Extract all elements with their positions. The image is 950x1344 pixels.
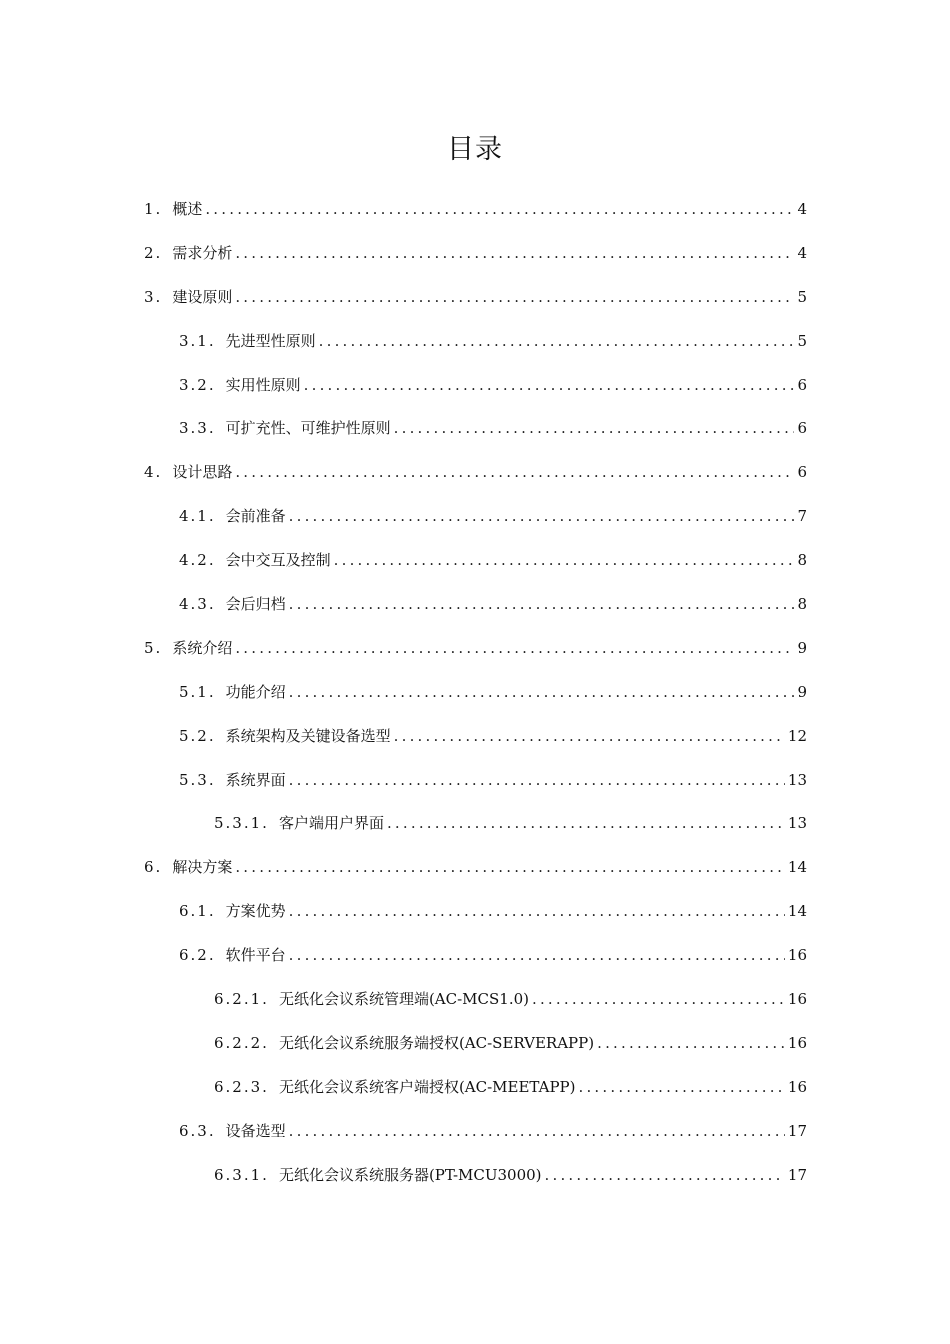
toc-entry-number: 2. xyxy=(144,243,163,262)
toc-entry[interactable] xyxy=(0,1109,950,1153)
toc-entry[interactable] xyxy=(0,977,950,1021)
toc-entry[interactable] xyxy=(0,1065,950,1109)
toc-entry-number: 1. xyxy=(144,199,163,218)
toc-entry-page: 9 xyxy=(797,682,807,701)
toc-entry-page: 16 xyxy=(787,1033,807,1052)
toc-entry-page: 13 xyxy=(787,770,807,789)
toc-entry-page: 17 xyxy=(787,1121,807,1140)
toc-entry-number: 3.1. xyxy=(179,331,216,350)
toc-entry-title: 客户端用户界面 xyxy=(278,814,384,833)
toc-entry-number: 3.3. xyxy=(179,419,216,438)
toc-entry-title: 系统介绍 xyxy=(172,638,233,657)
toc-dot-leader xyxy=(235,857,785,877)
toc-entry-number: 6.2.1. xyxy=(214,989,269,1008)
toc-entry-page: 6 xyxy=(797,375,807,394)
toc-entry[interactable] xyxy=(0,275,950,319)
toc-entry[interactable] xyxy=(0,187,950,231)
toc-entry[interactable] xyxy=(0,1021,950,1065)
toc-entry[interactable] xyxy=(0,714,950,758)
toc-entry[interactable] xyxy=(0,582,950,626)
toc-dot-leader xyxy=(289,770,785,790)
toc-entry-page: 5 xyxy=(797,287,807,306)
toc-entry[interactable] xyxy=(0,889,950,933)
toc-entry-title: 软件平台 xyxy=(225,946,286,965)
toc-dot-leader xyxy=(289,945,785,965)
toc-dot-leader xyxy=(578,1077,784,1097)
toc-entry-number: 3. xyxy=(144,287,163,306)
toc-entry-number: 6.2.3. xyxy=(214,1077,269,1096)
toc-entry-number: 5.2. xyxy=(179,726,216,745)
toc-title: 目录 xyxy=(447,134,503,165)
toc-dot-leader xyxy=(319,331,795,351)
toc-dot-leader xyxy=(289,594,795,614)
toc-entry[interactable] xyxy=(0,450,950,494)
toc-entry[interactable] xyxy=(0,1153,950,1197)
toc-entry-number: 4.1. xyxy=(179,507,216,526)
toc-entry-number: 6.2. xyxy=(179,946,216,965)
toc-dot-leader xyxy=(205,199,794,219)
toc-entry-page: 16 xyxy=(787,989,807,1008)
toc-entry-title: 先进型性原则 xyxy=(225,331,316,350)
toc-dot-leader xyxy=(289,506,795,526)
toc-entry-title: 需求分析 xyxy=(172,243,233,262)
toc-entry-number: 4.2. xyxy=(179,551,216,570)
toc-entry-number: 6.3.1. xyxy=(214,1165,269,1184)
toc-entry-number: 4. xyxy=(144,463,163,482)
toc-entry-page: 12 xyxy=(787,726,807,745)
toc-entry-number: 5.3.1. xyxy=(214,814,269,833)
toc-entry[interactable] xyxy=(0,363,950,407)
toc-entry[interactable] xyxy=(0,670,950,714)
toc-entry-title: 设计思路 xyxy=(172,463,233,482)
toc-entry-page: 8 xyxy=(797,551,807,570)
toc-dot-leader xyxy=(545,1165,785,1185)
toc-entry-page: 14 xyxy=(787,902,807,921)
toc-entry-page: 6 xyxy=(797,419,807,438)
toc-entry-number: 6.2.2. xyxy=(214,1033,269,1052)
toc-entry-number: 6.1. xyxy=(179,902,216,921)
toc-entry-page: 13 xyxy=(787,814,807,833)
toc-entry-page: 6 xyxy=(797,463,807,482)
toc-entry-title: 无纸化会议系统服务器(PT-MCU3000) xyxy=(278,1165,542,1184)
toc-entry-number: 3.2. xyxy=(179,375,216,394)
toc-entry-title: 功能介绍 xyxy=(225,682,286,701)
toc-entry-title: 建设原则 xyxy=(172,287,233,306)
toc-dot-leader xyxy=(235,287,794,307)
toc-dot-leader xyxy=(235,243,794,263)
toc-entry[interactable] xyxy=(0,538,950,582)
toc-entry[interactable] xyxy=(0,845,950,889)
toc-dot-leader xyxy=(289,901,785,921)
toc-entry-page: 8 xyxy=(797,594,807,613)
toc-entry[interactable] xyxy=(0,231,950,275)
toc-dot-leader xyxy=(304,375,795,395)
toc-entry-page: 14 xyxy=(787,858,807,877)
toc-dot-leader xyxy=(394,726,785,746)
toc-dot-leader xyxy=(289,1121,785,1141)
toc-dot-leader xyxy=(334,550,795,570)
toc-entry-page: 9 xyxy=(797,638,807,657)
toc-entry[interactable] xyxy=(0,319,950,363)
toc-dot-leader xyxy=(289,682,795,702)
toc-entry-title: 会中交互及控制 xyxy=(225,551,331,570)
toc-entry-number: 5. xyxy=(144,638,163,657)
toc-entry-number: 5.1. xyxy=(179,682,216,701)
toc-entry-number: 4.3. xyxy=(179,594,216,613)
toc-dot-leader xyxy=(235,638,794,658)
toc-entry-page: 4 xyxy=(797,199,807,218)
toc-entry-title: 无纸化会议系统客户端授权(AC-MEETAPP) xyxy=(278,1077,576,1096)
toc-entry-title: 概述 xyxy=(172,199,203,218)
toc-dot-leader xyxy=(597,1033,785,1053)
toc-entry-number: 6.3. xyxy=(179,1121,216,1140)
toc-entry-page: 16 xyxy=(787,946,807,965)
toc-entry-title: 实用性原则 xyxy=(225,375,301,394)
toc-entry[interactable] xyxy=(0,406,950,450)
toc-entry-title: 方案优势 xyxy=(225,902,286,921)
toc-entry[interactable] xyxy=(0,626,950,670)
toc-entry-title: 无纸化会议系统管理端(AC-MCS1.0) xyxy=(278,989,529,1008)
toc-entry-page: 7 xyxy=(797,507,807,526)
toc-dot-leader xyxy=(235,462,794,482)
toc-entry[interactable] xyxy=(0,801,950,845)
toc-entry-title: 设备选型 xyxy=(225,1121,286,1140)
toc-entry[interactable] xyxy=(0,758,950,802)
toc-entry-page: 16 xyxy=(787,1077,807,1096)
toc-dot-leader xyxy=(394,418,795,438)
toc-entry-number: 5.3. xyxy=(179,770,216,789)
toc-entry-number: 6. xyxy=(144,858,163,877)
toc-dot-leader xyxy=(532,989,785,1009)
toc-entry-title: 系统界面 xyxy=(225,770,286,789)
toc-entry-title: 可扩充性、可维护性原则 xyxy=(225,419,391,438)
toc-entry-title: 无纸化会议系统服务端授权(AC-SERVERAPP) xyxy=(278,1033,595,1052)
toc-entry-title: 解决方案 xyxy=(172,858,233,877)
toc-entry-title: 会前准备 xyxy=(225,507,286,526)
toc-list xyxy=(0,187,950,1196)
toc-entry-title: 系统架构及关键设备选型 xyxy=(225,726,391,745)
toc-entry-page: 5 xyxy=(797,331,807,350)
toc-entry[interactable] xyxy=(0,494,950,538)
toc-dot-leader xyxy=(387,813,785,833)
toc-entry-title: 会后归档 xyxy=(225,594,286,613)
toc-entry-page: 17 xyxy=(787,1165,807,1184)
toc-entry-page: 4 xyxy=(797,243,807,262)
toc-entry[interactable] xyxy=(0,933,950,977)
